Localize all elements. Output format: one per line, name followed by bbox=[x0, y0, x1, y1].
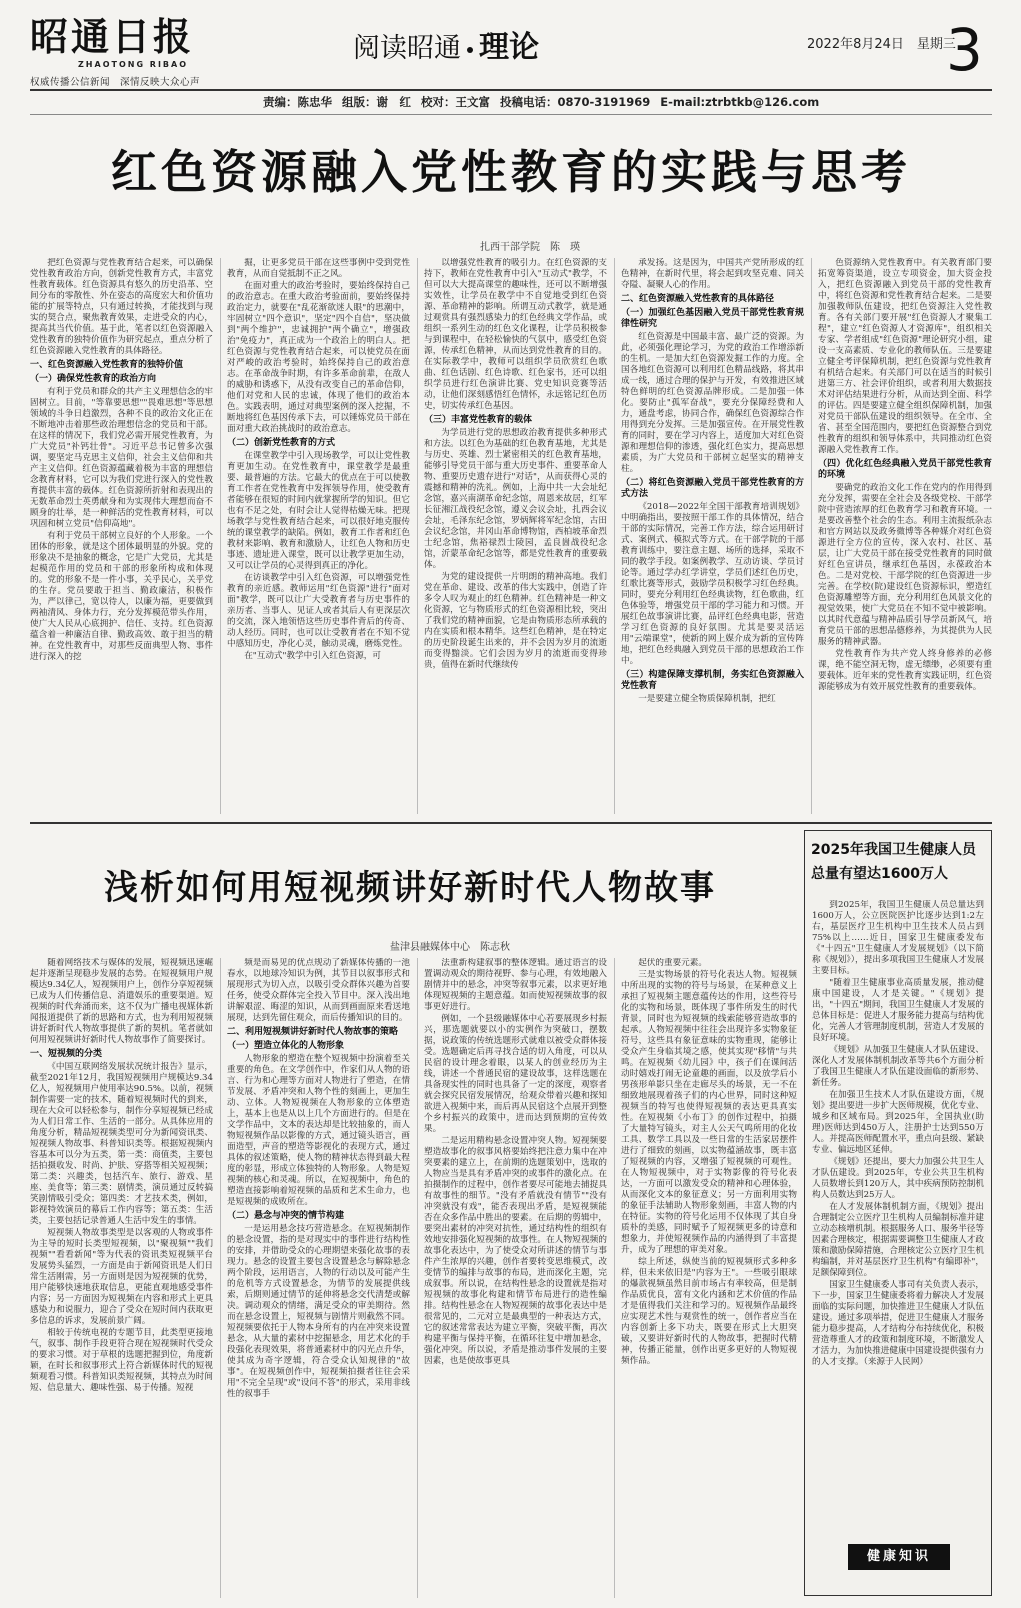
column-divider bbox=[220, 958, 221, 1598]
body-paragraph: 在"互动式"教学中引入红色资源，可 bbox=[244, 651, 382, 661]
body-paragraph: 随着网络技术与媒体的发展，短视频迅速崛起并逐渐呈现稳步发展的态势。在短视频用户规模达9.34亿人，短视频用户上，创作分享短视频已成为人们传播信息、消遣娱乐的重要渠道。短视频的时代奔涌而来，这不仅为广播电视媒体新闻报道提供了新的思路和方式，也为利用短视频讲好新时代人物故事提供了新的契机。笔者就如何用短视频讲好新时代人物故事作了简要探讨。 bbox=[30, 958, 213, 1045]
body-paragraph: 起伏的重要元素。 bbox=[638, 958, 707, 968]
body-paragraph: 三是实物场景的符号化表达人物。短视频中所出现的实物的符号与场景，在某种意义上承担了短视频主题意蕴传达的作用，这些符号化的实物和场景，既体现了事件所发生的时代背景，同时也为短视频的线索能够营造故事的起承。人物短视频中往往会出现许多实物象征符号，这些具有象征意味的实物重现，能够让受众产生身临其境之感，使其实现"移情"与共鸣。在短视频《幼儿园》中，孩子们在课间活动时嬉戏打闹无论童趣的画面，以及放学后小男孩形单影只坐在走廊尽头的场景，无一不在细致地展现着孩子们的内心世界，同时这种短视频当的特写也使得短视频的表达更具真实性。在短视频《小布丁》的创作过程中，拍摄了大量特写镜头，对主人公天气鸣所用的化妆工具、数学工具以及一些日常的生活家居摆件进行了细致的刻画，以实物蕴涵故事，既丰富了短视频的内容，又增强了短视频的可观性。在人物短视频中，对于实物影像的符号化表达，一方面可以激发受众的精神和心理体验，从而深化文本的象征意义；另一方面利用实物的象征手法辅助人物形象刻画，丰富人物的内在特征。实物的符号化运用不仅体现了其自身质朴的美感，同时赋予了短视频更多的诗意和想象力，并使短视频作品的内涵得到了丰富提升，成为了理想的审美对象。 bbox=[621, 970, 797, 1255]
sidebar-paragraph: 在人才发展体制机制方面，《规划》提出合理制定公立医疗卫生机构人员编制标准并建立动态核增机制。根据服务人口、服务半径等因素合理核定，根据需要调整卫生健康人才政策和激励保障措施，合理核定公立医疗卫生机构编制，并对基层医疗卫生机构"有编即补"，足额保障到位。 bbox=[812, 1202, 984, 1278]
section-subhead: （二）将红色资源融入党员干部党性教育的方式方法 bbox=[621, 478, 804, 499]
body-paragraph: 在面对重大的政治考验时，要始终保持自己的政治意志。在重大政治考验面前，要始终保持政治定力，就要在"乱花渐欲迷人眼"的思潮中，牢固树立"四个意识"，坚定"四个自信"，坚决做到"两个维护"，忠诚拥护"两个确立"，增强政治"免疫力"，真正成为一个政治上的明白人。把红色资源与党性教育结合起来，可以使党员在面对严峻的政治考验时，始终保持自己的政治意志。在革命战争时期，有许多革命前辈，在敌人的威胁和诱惑下，从没有改变自己的革命信仰，他们对党和人民的忠诚，体现了他们的政治本色。实践表明，通过对典型案例的深入挖掘，不断地将红色基因传承下去，可以锤炼党员干部在面对重大政治挑战时的政治意志。 bbox=[227, 281, 410, 434]
sidebar-paragraph: 《规划》从加强卫生健康人才队伍建设、深化人才发展体制机制改革等共6个方面分析了我国卫生健康人才队伍建设面临的新形势、新任务。 bbox=[812, 1045, 984, 1088]
column-divider bbox=[417, 258, 418, 814]
sidebar-paragraph: 《规划》还提出，要大力加强公共卫生人才队伍建设。到2025年，专业公共卫生机构人员数增长到120万人，其中疾病预防控制机构人员数达到25万人。 bbox=[812, 1157, 984, 1200]
section-subhead: 一、红色资源融入党性教育的独特价值 bbox=[30, 360, 184, 370]
editor-layout: 组版：谢 红 bbox=[342, 95, 411, 109]
body-paragraph: 《中国互联网络发展状况统计报告》显示，截至2021年12月，我国短视频用户规模达9.34亿人，短视频用户使用率达90.5%。以前，视频制作需要一定的技术，随着短视频时代的到来，现在大众可以轻松参与，制作分享短视频已经成为人们日常工作、生活的一部分。从具体应用的角度分析，精品短视频类型可分为新闻资讯类、短视频人物故事、科普知识类等。根据短视频内容基本可以分为五类，第一类：商值类，主要包括拍摄收发、时尚、护肤、穿搭等相关短视频；第二类：兴趣类，包括汽车、旅行、游戏、星座、美食等；第三类：剧情类，演员通过反转搞笑剧情吸引受众；第四类：才艺技术类，例如，影视特效演员的幕后工作内容等；第五类：生活类，主要包括记录普通人生活中发生的事情。 bbox=[30, 1062, 213, 1226]
article-1-column-1 bbox=[30, 258, 213, 814]
body-paragraph: 以增强党性教育的吸引力。在红色资源的支持下，教师在党性教育中引入"互动式"教学，不但可以大大提高课堂的趣味性，还可以不断增强实效性，让学员在教学中不自觉地受到红色资源、革命精神的影响。所谓互动式教学，就是通过观赏具有强烈感染力的红色经典文学作品，或组织一系列生动的红色文化课程，让学员积极参与到课程中，在轻松愉快的气氛中，感受红色资源，传承红色精神，从而达到党性教育的目的。在实际教学中，教师可以组织学员欣赏红色歌曲、红色话剧、红色诗歌、红色家书，还可以组织学员进行红色演讲比赛、党史知识竞赛等活动，让他们深刻感悟红色情怀，永远铭记红色历史，切实传承红色基因。 bbox=[424, 258, 607, 411]
header-rule bbox=[30, 89, 992, 91]
editor-proof: 校对：王文富 bbox=[421, 95, 490, 109]
section-subhead: 二、红色资源融入党性教育的具体路径 bbox=[621, 294, 775, 304]
section-subhead: （一）塑造立体化的人物形象 bbox=[227, 1041, 345, 1051]
body-paragraph: 有利于党员干部树立良好的个人形象。一个团体的形象，就是这个团体最明显的外貌。党的形象决不是抽象的概念，它是广大党员，尤其是起模范作用的党员和干部的形象所构成和体现的。党的形象不是一件小事，关乎民心，关乎党的生存。党员要敢于担当、勤政廉洁，积极作为，严以律己，宽以待人，以廉为福，更要做到两袖清风、身体力行，充分发挥模范带头作用，使广大人民从心底拥护、信任、支持。红色资源蕴含着一种廉洁自律、勤政高效、敢于担当的精神。在党性教育中，对那些反面典型人物、事件进行深入的挖 bbox=[30, 531, 213, 662]
article-1-column-4 bbox=[621, 258, 804, 814]
body-paragraph: 短视频人物故事类型是以客观的人物或事件为主导的短时长类型短视频，以"聚视频""我们视频""看看新闻"等为代表的资讯类短视频平台发展势头猛烈，一方面是由于新闻资讯是人们日常生活刚需，另一方面则是因为短视频的优势，用户能够快速地获取信息，更能直观地感受事件内容；另一方面因为短视频在内容和形式上更具感染力和说服力，迎合了受众在短时间内获取更多信息的诉求，发展前景广阔。 bbox=[30, 1228, 213, 1326]
body-paragraph: 法重新构建叙事的整体逻辑。通过语言的设置调动观众的期待视野、参与心理，有效地融入剧情并中的悬念，冲突等叙事元素，以求更好地体现短视频的主题意蕴。如而使短视频故事的叙事更好进行。 bbox=[424, 958, 607, 1012]
section-subhead: 二、利用短视频讲好新时代人物故事的策略 bbox=[227, 1027, 399, 1037]
sidebar-section-tag: 健康知识 bbox=[848, 1544, 950, 1570]
section-subhead: （一）确保党性教育的政治方向 bbox=[30, 374, 157, 384]
page-number: 3 bbox=[946, 16, 983, 84]
section-subhead: （三）丰富党性教育的载体 bbox=[424, 415, 533, 425]
article-2-column-1 bbox=[30, 958, 213, 1598]
sidebar-headline: 2025年我国卫生健康人员总量有望达1600万人 bbox=[811, 842, 976, 882]
newspaper-logo: 昭通日报 bbox=[30, 14, 195, 59]
sidebar-paragraph: 到2025年，我国卫生健康人员总量达到1600万人，公立医院医护比逐步达到1:2左右，基层医疗卫生机构中卫生技术人员占到75%以上……近日，国家卫生健康委发布《"十四五"卫生健康人才发展规划》（以下简称《规划》），提出多项我国卫生健康人才发展主要目标。 bbox=[812, 900, 984, 976]
column-divider bbox=[417, 958, 418, 1598]
article-1-byline: 扎西干部学院 陈 瑛 bbox=[480, 242, 580, 253]
body-paragraph: 承发扬。这是因为，中国共产党所形成的红色精神，在新时代里，将会起到攻坚克难、同关夺隘、凝聚人心的作用。 bbox=[621, 258, 804, 290]
dot-separator-icon bbox=[467, 47, 473, 53]
sidebar-paragraph: 在加强卫生技术人才队伍建设方面，《规划》提出要进一步扩大医师规模，优化专业、城乡和区域布局。到2025年，全国执业(助理)医师达到450万人，注册护士达到550万人。并提高医师配置水平，重点向县级、紧缺专业、偏远地区延伸。 bbox=[812, 1090, 984, 1155]
submission-phone: 投稿电话：0870-3191969 bbox=[500, 95, 651, 109]
section-subhead: （四）优化红色经典融入党员干部党性教育的环境 bbox=[818, 459, 992, 480]
body-paragraph: 在课堂教学中引入现场教学，可以让党性教育更加生动。在党性教育中，课堂教学是最重要、最普遍的方法。它最大的优点在于可以使教育工作者在党性教育中发挥领导作用，使受教育者能够在很短的时间内就掌握所学的知识。但它也有不足之处，有时会让人觉得枯燥无味。把现场教学与党性教育结合起来，可以很好地克服传统的课堂教学的缺陷。例如，教育工作者和红色教材来影响、教育和激励人，让红色人物和历史事迹、遗址进入课堂，既可以让教学更加生动，又可以让学员的心灵得到真正的净化。 bbox=[227, 451, 410, 571]
article-1-column-3 bbox=[424, 258, 607, 814]
editor-chief: 责编：陈忠华 bbox=[263, 95, 332, 109]
article-separator-rule bbox=[30, 822, 992, 824]
section-subhead: （二）悬念与冲突的情节构建 bbox=[227, 1211, 345, 1221]
section-subhead: （一）加强红色基因融入党员干部党性教育规律性研究 bbox=[621, 308, 804, 329]
article-1-column-2 bbox=[227, 258, 410, 814]
body-paragraph: 一是要建立健全物质保障机制，把红 bbox=[638, 694, 776, 704]
section-banner bbox=[353, 28, 539, 68]
sidebar-paragraph: 国家卫生健康委人事司有关负责人表示，下一步，国家卫生健康委将着力解决人才发展面临的实际问题，加快推进卫生健康人才队伍建设。通过多项举措，促进卫生健康人才服务能力稳步提高，人才结构分布持续优化，积极营造尊重人才的政策和制度环境，不断激发人才活力，为加快推进健康中国建设提供强有力的人才支撑。（来源于人民网） bbox=[812, 1280, 984, 1367]
column-divider bbox=[220, 258, 221, 814]
body-paragraph: 掘，让更多党员干部在这些事例中受到党性教育，从而自觉抵制不正之风。 bbox=[227, 258, 410, 279]
body-paragraph: 把红色资源与党性教育结合起来，可以确保党性教育政治方向，创新党性教育方式，丰富党性教育载体。红色资源具有悠久的历史沿革、空间分布的零散性、外在姿态的高度宏大和价值功能的扩展等特点，只有通过转换，才能找到与现实的契合点，聚焦教育效果，走进受众的内心，提高其当代价值。基于此，笔者以红色资源融入党性教育的独特价值作为研究起点，重点分析了红色资源融入党性教育的具体路径。 bbox=[30, 258, 213, 356]
header-subrule bbox=[30, 114, 992, 115]
article-2-column-2 bbox=[227, 958, 410, 1598]
body-paragraph: 要确党的政治文化工作在党内的作用得到充分发挥，需要在全社会及各级党校、干部学院中营造浓厚的红色教育学习和教育环境。一是要改善整个社会的生态。利用主流报纸杂志和官方网站以及政务微博等各种媒介对红色资源进行全方位的宣传，深入农村、社区、基层，让广大党员干部在接受党性教育的同时做好红色宣讲员，继承红色基因，永葆政治本色。二是对党校、干部学院的红色资源进一步完善。在学校(院)建设红色资源标识，塑造红色资源雕塑等方面，充分利用红色风景文化的视觉效果，使广大党员在不知不觉中被影响。以其时代意蕴与精神品质引导学员新风气，培育党员干部的思想品德修养，为其提供为人民服务的精神武器。 bbox=[818, 483, 992, 647]
body-paragraph: 党性教育作为共产党人终身修养的必修课，绝不能空洞无物，虚无缥缈，必须要有重要载体。近年来的党性教育实践证明，红色资源能够成为有效开展党性教育的重要载体。 bbox=[818, 649, 992, 692]
body-paragraph: 相较于传统电视的专题节目，此类型更接地气，叙事、制作手段更符合现在短视频时代受众的要求习惯。对于草根的选题把握到位，角度新颖，在时长和叙事形式上符合新媒体时代的短视频观看习惯。科普知识类短视频，其特点为时间短、信息量大、趣味性强、易于传播。短视 bbox=[30, 1328, 213, 1393]
body-paragraph: 频是而易见的优点规动了新媒体传播的一池春水，以地球冷知识为例，其节目以叙事形式和展现形式为切入点，以吸引受众群体兴趣为首要任务，使受众群体完全投入节目中。深入浅出地讲解艰涩、晦涩的知识，从而到画面原来看送地展现，达到先留住观众，而后传播知识的目的。 bbox=[227, 958, 410, 1023]
column-divider bbox=[614, 958, 615, 1598]
sidebar-body bbox=[812, 900, 984, 1532]
body-paragraph: 综上所述，纵使当前的短视频形式多种多样，但未来依旧是"内容为王"。一些吸引眼球的爆款视频虽然目前市场占有率较高，但是制作品质优良，富有文化内涵和艺术价值的作品才是值得我们关注和学习的。短视频作品最终应实现艺术性与观赏性的统一，创作者应当在内容创新上多下功夫，既要在形式上大胆突破，又要讲好新时代的人物故事，把握时代精神，传播正能量，创作出更多更好的人物短视频作品。 bbox=[621, 1257, 797, 1366]
body-paragraph: 有利于党员和群众的共产主义理想信念的牢固树立。目前，"等靠要思想""畏难思想"等思想领域的斗争日趋激烈，各种不良的政治文化正在不断地冲击着那些政治理想信念的党员和干部。在这样的情况下，我们党必需开展党性教育，为广大党员"补钙壮骨"。习近平总书记曾多次强调，要坚定马克思主义信仰，社会主义信仰和共产主义信仰。红色资源蕴藏着极为丰富的理想信念教育材料，它可以为我们党进行深入的党性教育提供丰富的载体。红色资源所折射和表现出的无数革命烈士英勇献身和为实现伟大理想而奋不顾身的壮举，是一种鲜活的党性教育材料，可以巩固和树立党员"信仰高地"。 bbox=[30, 387, 213, 529]
body-paragraph: 在访谈教学中引入红色资源，可以增强党性教育的亲近感。教师运用"红色资源"进行"面对面"教学，既可以让广大受教育者与历史事件的亲历者、当事人、见证人或者其后人有更深层次的交流，深入地领悟这些历史事件背后的传奇、动人经历。同时，也可以让受教育者在不知不觉中感知历史，净化心灵，触动灵魂，磨炼党性。 bbox=[227, 573, 410, 649]
article-2-byline: 盐津县融媒体中心 陈志秋 bbox=[390, 942, 510, 953]
article-2-headline: 浅析如何用短视频讲好新时代人物故事 bbox=[104, 868, 716, 908]
body-paragraph: 为党的建设提供一片明朗的精神高地。我们党在革命、建设、改革的伟大实践中，创造了许多令人叹为观止的红色精神。红色精神是一种文化资源，它与物质形式的红色资源相比较，突出了我们党的精神面貌，它是由物质形态所承载的内在实质和根本精华。这些红色精神，是在特定的历史阶段诞生出来的，并不会因为岁月的流逝而变得黯淡。它们会因为岁月的流逝而变得珍贵，值得在新时代继续传 bbox=[424, 572, 607, 670]
newspaper-slogan: 权威传播公信新闻 深情反映大众心声 bbox=[30, 77, 201, 88]
section-subhead: （三）构建保障支撑机制，务实红色资源融入党性教育 bbox=[621, 670, 804, 691]
column-divider bbox=[614, 258, 615, 814]
section-subhead: 一、短视频的分类 bbox=[30, 1049, 103, 1059]
editors-line bbox=[263, 94, 829, 110]
article-1-headline: 红色资源融入党性教育的实践与思考 bbox=[111, 145, 911, 199]
column-divider bbox=[811, 258, 812, 814]
article-2-column-4 bbox=[621, 958, 797, 1598]
publication-date: 2022年8月24日 星期三 bbox=[807, 37, 956, 52]
section-subhead: （二）创新党性教育的方式 bbox=[227, 438, 336, 448]
section-name: 理论 bbox=[479, 30, 539, 65]
body-paragraph: 为学员进行党的思想政治教育提供多种形式和方法。以红色为基础的红色教育基地，尤其是与历史、英雄、烈士紧密相关的红色教育基地，能够引导党员干部与重大历史事件、重要革命人物、重要历史遗存进行"对话"，从而获得心灵的震撼和精神的洗礼。例如，上海中共一大会址纪念馆，嘉兴南湖革命纪念馆，周恩来故居，红军长征湘江战役纪念馆，遵义会议会址，扎西会议会址，毛泽东纪念馆，罗炳辉将军纪念馆，古田会议纪念馆，井冈山革命博物馆，西柏坡革命烈士纪念馆，焦裕禄烈士陵园，孟良崮战役纪念馆，沂蒙革命纪念馆等，都是党性教育的重要载体。 bbox=[424, 428, 607, 570]
body-paragraph: 一是运用悬念技巧营造悬念。在短视频制作的悬念设置，指的是对现实中的事件进行结构性的安排，并借助受众的心理期望来强化故事的表现力。悬念的设置主要包含设置悬念与解除悬念两个阶段，运用语言，人物的行动以及可能产生的危机等方式设置悬念，为情节的发展提供线索，后期则通过情节的延伸将悬念交代清楚或解决。调动观众的情绪，满足受众的审美期待。然而在悬念设置上，短视频与剧情片则截然不同。短视频要依托于人物本身所有的内在冲突来设置悬念，从大量的素材中挖掘悬念，用艺术化的手段强化表现效果，将普通素材中的闪光点升华，使其成为奇字逻辑，符合受众认知规律的"故事"。在短视频创作中，短视频拍摄者往往会采用"不完全呈现"或"设问不答"的形式，采用非线性的叙事手 bbox=[227, 1224, 410, 1399]
newspaper-logo-en: ZHAOTONG RIBAO bbox=[78, 60, 189, 69]
body-paragraph: 色资源纳入党性教育中。有关教育部门要拓宽筹资渠道，设立专项资金，加大资金投入，把红色资源融入到党员干部的党性教育中，将红色资源和党性教育结合起来。二是要加强教师队伍建设，把红色资源注入党性教育。各有关部门要开展"红色资源人才聚集工程"，建立"红色资源人才资源库"，组织相关专家、学者组成"红色资源"理论研究小组，建设一支高素质、专业化的教师队伍。三是要建立健全考评保障机制，把红色资源与党性教育有机结合起来。有关部门可以在适当的时候引进第三方、社会评价组织，或者利用大数据技术对评估结果进行分析，从而达到全面、科学的评估。四是要建立健全组织保障机制，加强对党员干部队伍建设的组织领导。在全市、全省、甚至全国范围内，要把红色资源整合到党性教育的组织和领导体系中，共同推动红色资源融入党性教育工作。 bbox=[818, 258, 992, 455]
sidebar-paragraph: "随着卫生健康事业高质量发展，推动健康中国建设，人才是关键。"《规划》提出，"十四五"期间，我国卫生健康人才发展的总体目标是：促进人才服务能力提高与结构优化，完善人才管理制度机制，营造人才发展的良好环境。 bbox=[812, 978, 984, 1043]
article-1-column-5 bbox=[818, 258, 992, 814]
submission-email: E-mail:ztrbtkb@126.com bbox=[660, 95, 820, 109]
body-paragraph: 二是运用精构悬念设置冲突人物。短视频要塑造故事化的叙事风格要始终把注意力集中在冲突要素的建立上，在前期的选题策划中，选取的人物应当是具有矛盾冲突的或事件的激化点。在拍摄制作的过程中，创作者要尽可能地去捕捉具有故事性的细节。"没有矛盾就没有情节""没有冲突就没有戏"，能否表现出矛盾，是短视频能否在众多作品中胜出的要素。在后期的剪辑中，要突出素材的冲突对抗性，通过结构性的组织有效地安排强化短视频的故事性。在人物短视频的故事化表达中，为了使受众对所讲述的情节与事件产生浓厚的兴趣，创作者要转变思维模式，改变情节的编排与故事的布局，进而深化主题，完成叙事。所以说，在结构性悬念的设置就是指对短视频的故事化构建和情节布局进行的造性编排。结构性悬念在人物短视频的故事化表达中是很常见的，二元对立是最典型的一种表达方式，它的叙述常常表达为建立平衡，突破平衡，再次构建平衡与保持平衡，在循环往复中增加悬念，强化冲突。所以说，矛盾是推动事件发展的主要因素，也是使故事更具 bbox=[424, 1136, 607, 1366]
body-paragraph: 例如，一个县级融媒体中心若要展现乡村振兴，那选题就要以小的实例作为突破口，摆数据，说政策的传统选题形式就难以被受众群体接受。选题确定后再寻找合适的切入角度，可以从民宿的设计理念着眼，以某人的创业经历为主线，讲述一个普通民宿的建设故事，这样选题在具备现实性的同时也具备了一定的深度，观察者就会探究民宿发展情况，给观众带着兴趣和探知欲进入视频中来，而后再从民宿这个点展开到整个乡村振兴的政策中，进而达到预期的宣传效果。 bbox=[424, 1014, 607, 1134]
body-paragraph: 人物形象的塑造在整个短视频中扮演着至关重要的角色。在文学创作中，作家们从人物的语言、行为和心理等方面对人物进行了塑造，在情节发展、矛盾冲突和人物个性的刻画上，更加生动、立体。人物短视频在人物形象的立体塑造上，基本上也是从以上几个方面进行的。但是在文学作品中，文本的表达却是比较抽象的，而人物短视频作品以影像的方式，通过镜头语言，画面造型，声音的塑造等影视化的表现方式，通过具体的叙述策略，使人物的精神状态得到最大程度的彰显，形成立体独特的人物形象。人物是短视频的核心和灵魂。所以，在短视频中，角色的塑造直接影响着短视频的品质和艺术生命力，也是短视频的成败所在。 bbox=[227, 1054, 410, 1207]
section-prefix: 阅读昭通 bbox=[353, 33, 461, 64]
body-paragraph: 《2018—2022年全国干部教育培训规划》中明确指出，要按照干部工作的具体情况，结合干部的实际情况，完善工作方法，综合运用研讨式、案例式、模拟式等方式。在干部学院的干部教育训练中，要注意主题、场所的选择，采取不同的教学手段。如案例教学、互动访谈、学员讨论等。通过学办红学讲堂，学员们述红色历史，红歌比赛等形式，鼓励学员积极学习红色经典。同时，要充分利用红色经典读物，红色歌曲，红色体验等，增强党员干部的学习能力和习惯。开展红色故事演讲比赛，品评红色经典电影，营造学习红色资源的良好氛围。尤其是要灵活运用"云端课堂"，使新的网上媒介成为新的宣传阵地，把红色经典融入到党员干部的思想政治工作中。 bbox=[621, 502, 804, 666]
body-paragraph: 红色资源是中国最丰富、最广泛的资源。为此，必须强化理论学习，为党的政治工作增添新的生机。一是加大红色资源发掘工作的力度。全国各地红色资源可以利用红色精品线路，将其串成一线，通过合理的保护与开发，有效推进区域特色鲜明的红色资源品牌形成。二是加强一体化。要防止"孤军奋战"，要充分保障经费和人力，通盘考虑，协同合作，确保红色资源综合作用得到充分发挥。三是加强宣传。在开展党性教育的同时，要在学习内容上，适度加大对红色资源和理想信仰的渗透，强化红色实力，提高思想素质，为广大党员和干部树立起坚实的精神支柱。 bbox=[621, 332, 804, 474]
article-2-column-3 bbox=[424, 958, 607, 1598]
